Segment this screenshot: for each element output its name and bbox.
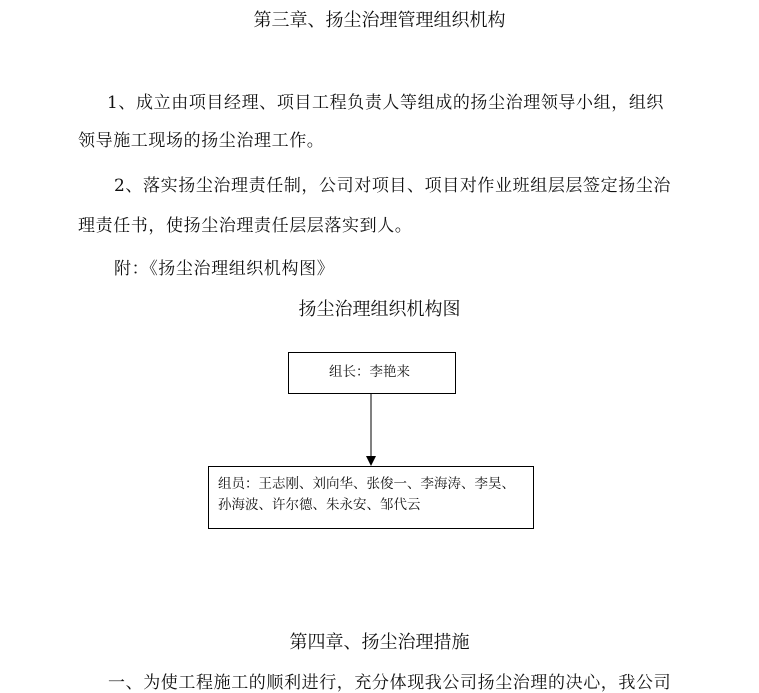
members-box [208, 466, 534, 529]
leader-label: 组长：李艳来 [329, 364, 410, 380]
chapter4-partial-line: 一、为使工程施工的顺利进行，充分体现我公司扬尘治理的决心，我公司 [108, 673, 672, 693]
chapter4-title: 第四章、扬尘治理措施 [289, 632, 470, 653]
members-line1: 组员：王志刚、刘向华、张俊一、李海涛、李昊、 [218, 476, 515, 492]
item2-line1: 2、落实扬尘治理责任制，公司对项目、项目对作业班组层层签定扬尘治 [114, 176, 672, 196]
org-chart-title: 扬尘治理组织机构图 [298, 299, 461, 320]
chapter3-title: 第三章、扬尘治理管理组织机构 [253, 10, 506, 31]
appendix-note: 附：《扬尘治理组织机构图》 [114, 259, 335, 279]
item1-line1: 1、成立由项目经理、项目工程负责人等组成的扬尘治理领导小组，组织 [107, 93, 665, 113]
item1-line2: 领导施工现场的扬尘治理工作。 [78, 131, 325, 151]
members-line2: 孙海波、许尔德、朱永安、邹代云 [218, 497, 421, 513]
item2-line2: 理责任书，使扬尘治理责任层层落实到人。 [78, 216, 413, 236]
